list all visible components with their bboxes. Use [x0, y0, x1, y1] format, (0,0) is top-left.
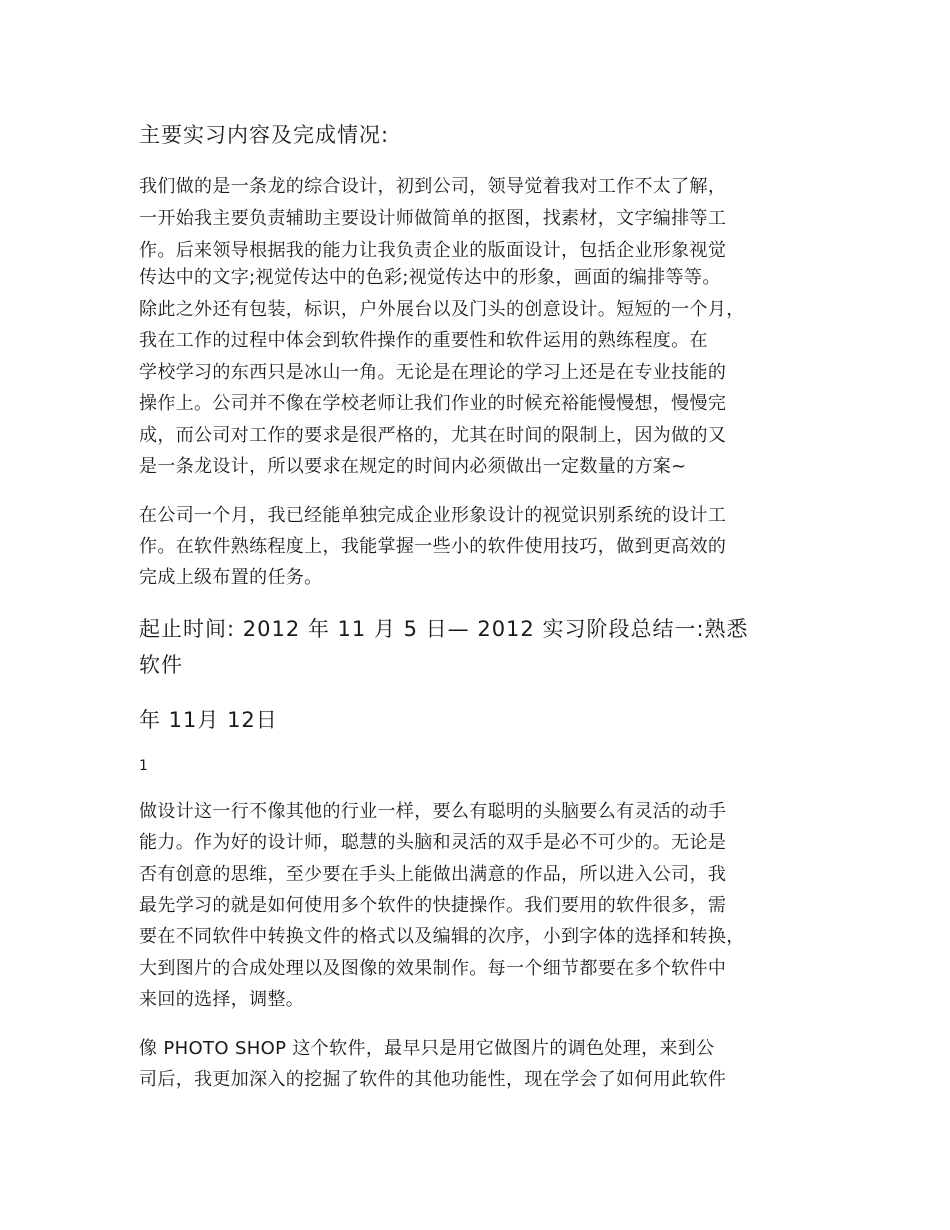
paragraph-line: 完成上级布置的任务。: [139, 567, 323, 588]
paragraph-line: 一开始我主要负责辅助主要设计师做简单的抠图，找素材，文字编排等工: [139, 208, 727, 229]
section-heading-date-end: 年 11月 12日: [139, 708, 278, 732]
paragraph-line: 我们做的是一条龙的综合设计，初到公司，领导觉着我对工作不太了解，: [139, 176, 727, 197]
paragraph-line: 我在工作的过程中体会到软件操作的重要性和软件运用的熟练程度。在: [139, 330, 708, 351]
paragraph-line: 成，而公司对工作的要求是很严格的，尤其在时间的限制上，因为做的又: [139, 425, 727, 446]
paragraph-line: 否有创意的思维，至少要在手头上能做出满意的作品，所以进入公司，我: [139, 864, 727, 885]
paragraph-line: 要在不同软件中转换文件的格式以及编辑的次序，小到字体的选择和转换，: [139, 926, 745, 947]
paragraph-line: 在公司一个月，我已经能单独完成企业形象设计的视觉识别系统的设计工: [139, 505, 727, 526]
paragraph-line: 来回的选择，调整。: [139, 989, 305, 1010]
page-number: 1: [139, 758, 148, 774]
paragraph-line: 操作上。公司并不像在学校老师让我们作业的时候充裕能慢慢想，慢慢完: [139, 393, 727, 414]
paragraph-line: 能力。作为好的设计师，聪慧的头脑和灵活的双手是必不可少的。无论是: [139, 832, 727, 853]
paragraph-line: 司后，我更加深入的挖掘了软件的其他功能性，现在学会了如何用此软件: [139, 1069, 727, 1090]
paragraph-line: 最先学习的就是如何使用多个软件的快捷操作。我们要用的软件很多，需: [139, 895, 727, 916]
section-heading-period: 起止时间: 2012 年 11 月 5 日— 2012 实习阶段总结一:熟悉: [139, 617, 749, 641]
paragraph-line: 像 PHOTO SHOP 这个软件，最早只是用它做图片的调色处理，来到公: [139, 1038, 715, 1059]
paragraph-line: 作。在软件熟练程度上，我能掌握一些小的软件使用技巧，做到更高效的: [139, 536, 727, 557]
paragraph-line: 除此之外还有包装，标识，户外展台以及门头的创意设计。短短的一个月，: [139, 299, 745, 320]
paragraph-line: 做设计这一行不像其他的行业一样，要么有聪明的头脑要么有灵活的动手: [139, 801, 727, 822]
section-heading-main-content: 主要实习内容及完成情况:: [139, 123, 390, 147]
paragraph-line: 作。后来领导根据我的能力让我负责企业的版面设计，包括企业形象视觉: [139, 240, 727, 261]
paragraph-line: 大到图片的合成处理以及图像的效果制作。每一个细节都要在多个软件中: [139, 958, 727, 979]
section-heading-period-continued: 软件: [139, 653, 183, 677]
paragraph-line: 传达中的文字;视觉传达中的色彩;视觉传达中的形象，画面的编排等等。: [139, 267, 721, 288]
paragraph-line: 是一条龙设计，所以要求在规定的时间内必须做出一定数量的方案~: [139, 456, 687, 477]
paragraph-line: 学校学习的东西只是冰山一角。无论是在理论的学习上还是在专业技能的: [139, 362, 727, 383]
